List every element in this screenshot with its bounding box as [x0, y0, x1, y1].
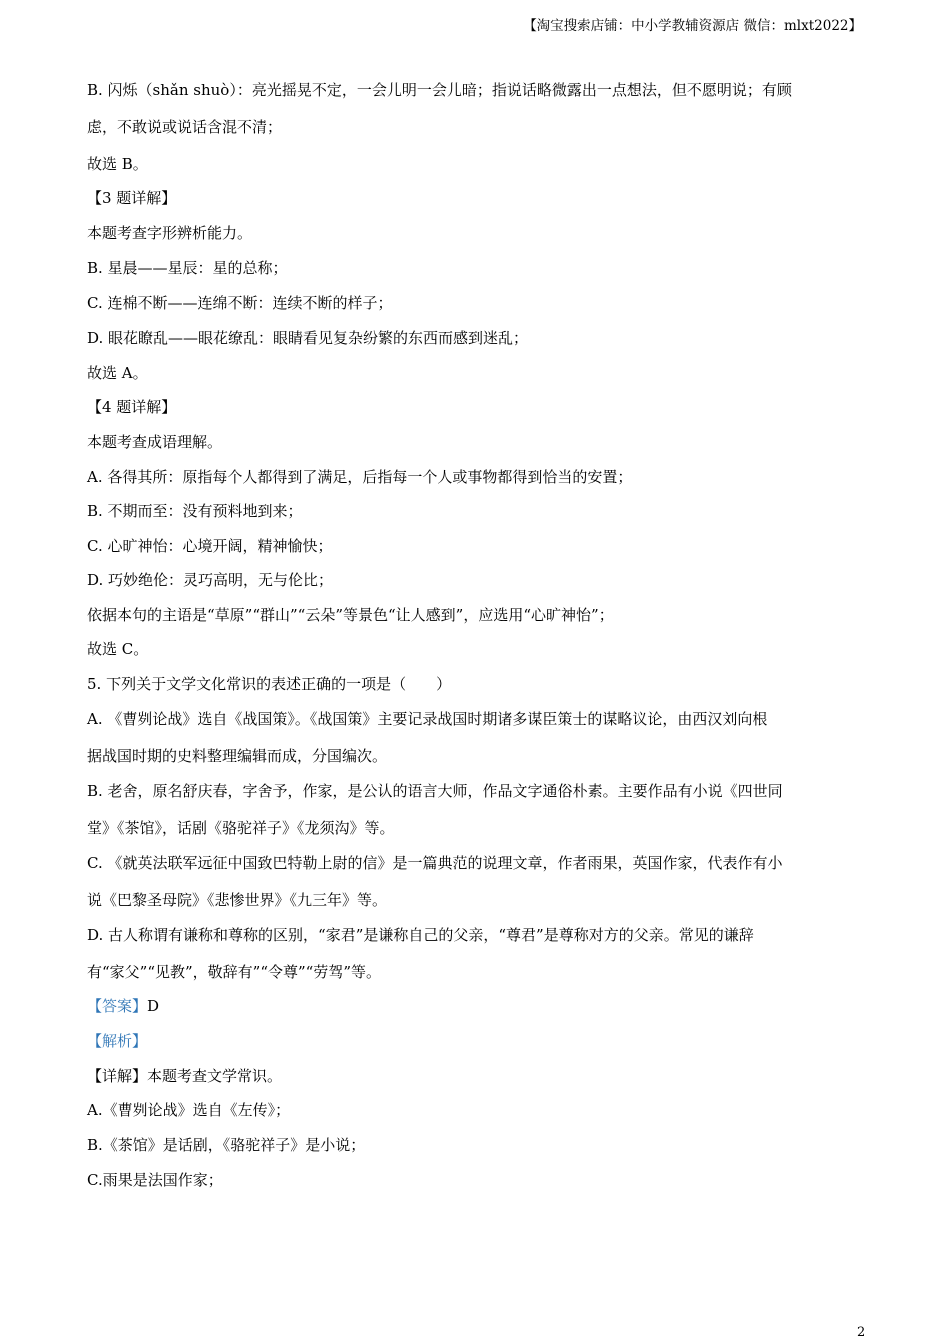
- text-line: C. 心旷神怡：心境开阔，精神愉快；: [87, 537, 333, 555]
- answer-label: 【答案】: [87, 997, 148, 1015]
- text-line: 据战国时期的史料整理编辑而成，分国编次。: [87, 747, 388, 765]
- text-line: C. 连棉不断——连绵不断：连续不断的样子；: [87, 294, 393, 312]
- text-line: 故选 C。: [87, 640, 149, 658]
- text-line: 本题考查成语理解。: [87, 433, 223, 451]
- text-line: 本题考查字形辨析能力。: [87, 224, 253, 242]
- text-line: A.《曹刿论战》选自《左传》；: [87, 1101, 291, 1119]
- text-line: 故选 B。: [87, 155, 148, 173]
- text-line: D. 眼花瞭乱——眼花缭乱：眼睛看见复杂纷繁的东西而感到迷乱；: [87, 329, 529, 347]
- text-line: D. 巧妙绝伦：灵巧高明，无与伦比；: [87, 571, 334, 589]
- text-line: B. 老舍，原名舒庆春，字舍予，作家，是公认的语言大师，作品文字通俗朴素。主要作品有小说《四世同: [87, 782, 783, 800]
- text-line: 依据本句的主语是“草原”“群山”“云朵”等景色“让人感到”，应选用“心旷神怡”；: [87, 606, 614, 624]
- text-line: D. 古人称谓有谦称和尊称的区别，“家君”是谦称自己的父亲，“尊君”是尊称对方的父亲。常见的谦辞: [87, 926, 754, 944]
- text-line: 【3 题详解】: [87, 189, 177, 207]
- text-line: 【详解】本题考查文学常识。: [87, 1067, 283, 1085]
- text-line: B.《茶馆》是话剧，《骆驼祥子》是小说；: [87, 1136, 366, 1154]
- text-line: A. 《曹刿论战》选自《战国策》。《战国策》主要记录战国时期诸多谋臣策士的谋略议论，由西汉刘向根: [87, 710, 768, 728]
- text-line: C.雨果是法国作家；: [87, 1171, 223, 1189]
- text-line: B. 闪烁（shǎn shuò）：亮光摇晃不定，一会儿明一会儿暗；指说话略微露出一点想法，但不愿明说；有顾: [87, 81, 792, 99]
- text-line: A. 各得其所：原指每个人都得到了满足，后指每一个人或事物都得到恰当的安置；: [87, 468, 633, 486]
- analysis-label: 【解析】: [87, 1032, 148, 1050]
- text-line: 故选 A。: [87, 364, 148, 382]
- page-number: 2: [857, 1325, 866, 1340]
- text-line: C. 《就英法联军远征中国致巴特勒上尉的信》是一篇典范的说理文章，作者雨果，英国作家，代表作有小: [87, 854, 783, 872]
- answer-value: D: [147, 997, 160, 1015]
- text-line: B. 星晨——星辰：星的总称；: [87, 259, 288, 277]
- text-line: 虑，不敢说或说话含混不清；: [87, 118, 283, 136]
- text-line: 说《巴黎圣母院》《悲惨世界》《九三年》等。: [87, 891, 388, 909]
- text-line: 【4 题详解】: [87, 398, 177, 416]
- text-line: 堂》《茶馆》，话剧《骆驼祥子》《龙须沟》等。: [87, 819, 395, 837]
- text-line: 5. 下列关于文学文化常识的表述正确的一项是（ ）: [87, 675, 452, 693]
- text-line: 有“家父”“见教”，敬辞有”“令尊”“劳驾”等。: [87, 963, 382, 981]
- answer-line: [87, 996, 159, 1016]
- text-line: B. 不期而至：没有预料地到来；: [87, 502, 303, 520]
- page-header: 【淘宝搜索店铺：中小学教辅资源店 微信：mlxt2022】: [523, 18, 862, 34]
